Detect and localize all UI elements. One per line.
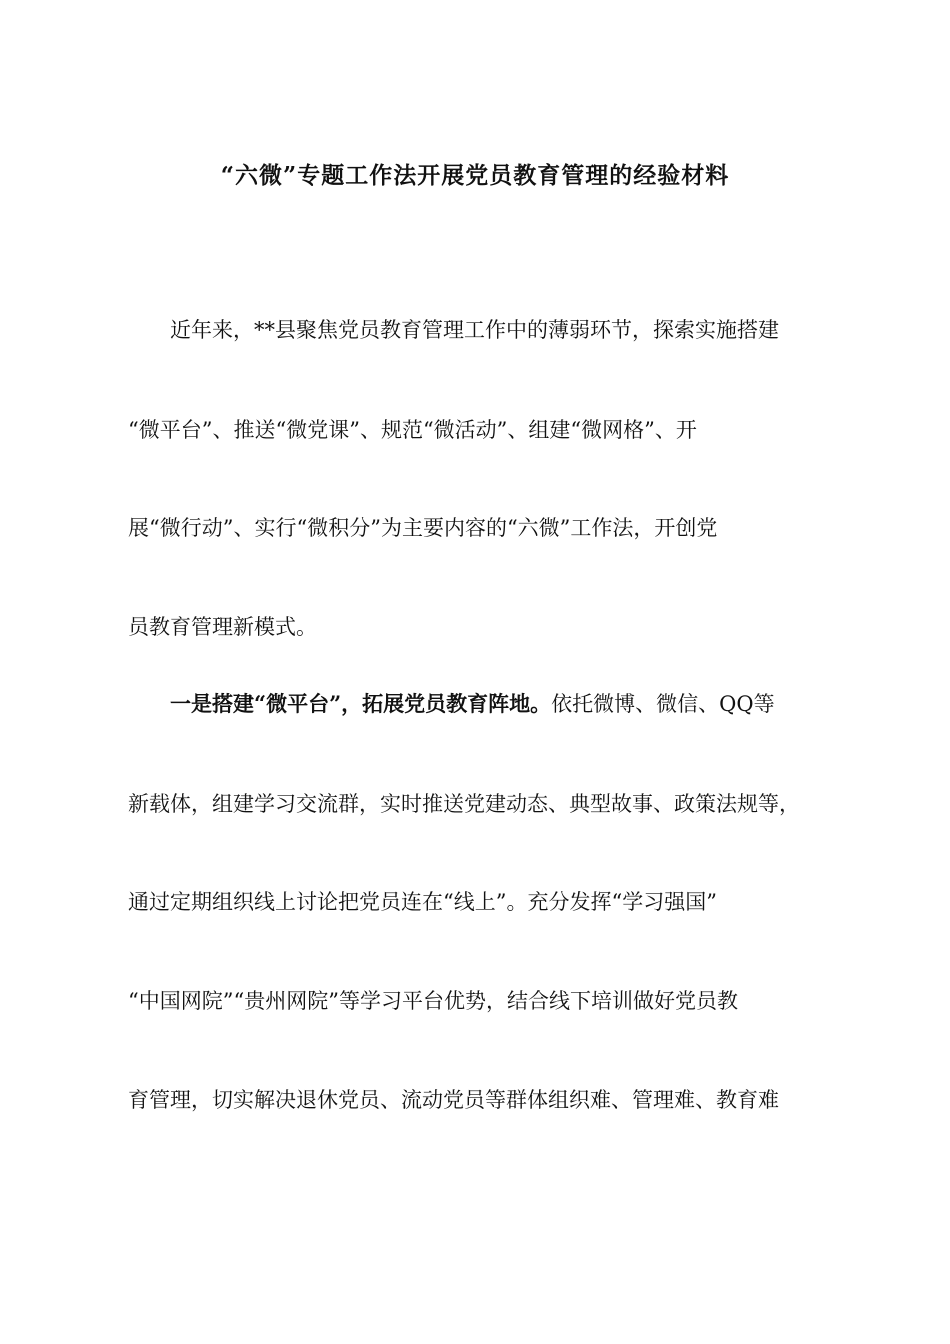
paragraph-2-line-3: 通过定期组织线上讨论把党员连在“线上”。充分发挥“学习强国” (128, 890, 717, 914)
paragraph-1-line-2: “微平台”、推送“微党课”、规范“微活动”、组建“微网格”、开 (128, 418, 697, 442)
document-title: “六微”专题工作法开展党员教育管理的经验材料 (220, 162, 730, 189)
paragraph-1-line-1: 近年来，**县聚焦党员教育管理工作中的薄弱环节，探索实施搭建 (170, 318, 779, 342)
paragraph-1-line-4: 员教育管理新模式。 (128, 615, 317, 639)
paragraph-1-line-3: 展“微行动”、实行“微积分”为主要内容的“六微”工作法，开创党 (128, 516, 718, 540)
paragraph-2-line-1 (170, 689, 870, 719)
paragraph-2-line-2: 新载体，组建学习交流群，实时推送党建动态、典型故事、政策法规等， (128, 792, 800, 816)
paragraph-2-line-1-text: 依托微博、微信、QQ等 (551, 692, 775, 716)
paragraph-2-line-5: 育管理，切实解决退休党员、流动党员等群体组织难、管理难、教育难 (128, 1088, 779, 1112)
paragraph-2-lead-heading: 一是搭建“微平台”，拓展党员教育阵地。 (170, 691, 552, 716)
paragraph-2-line-4: “中国网院”“贵州网院”等学习平台优势，结合线下培训做好党员教 (128, 989, 738, 1013)
